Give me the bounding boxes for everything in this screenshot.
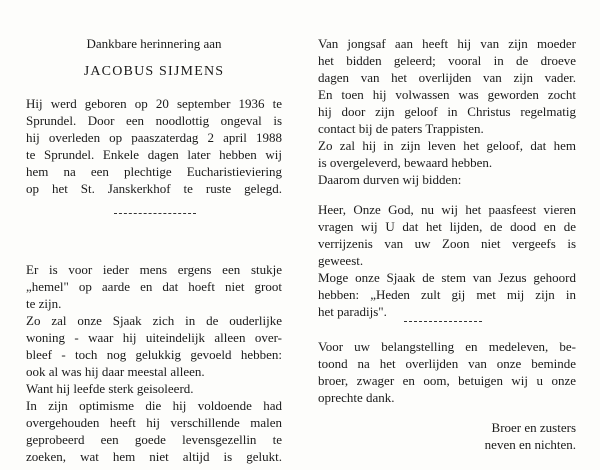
text-line: In zijn optimisme die hij voldoende had <box>26 398 282 413</box>
text-line: is overgeleverd, bewaard hebben. <box>318 155 493 170</box>
text-line: Van jongsaf aan heeft hij van zijn moeder <box>318 36 576 51</box>
text-line: contact bij de paters Trappisten. <box>318 121 484 136</box>
thanks-line: broer, zwager en oom, betuigen wij u onze <box>318 373 576 388</box>
bio-line: Sprundel. Door een noodlottig ongeval is <box>26 113 282 128</box>
text-line: Er is voor ieder mens ergens een stukje <box>26 262 282 277</box>
text-line: Zo zal onze Sjaak zich in de ouderlijke <box>26 313 282 328</box>
prayer-line: hebben: „Heden zult gij met mij zijn in <box>318 287 576 302</box>
text-line: te zijn. <box>26 296 62 311</box>
text-line: het bidden geleerd; vooral in de droeve <box>318 53 576 68</box>
text-line: ook al was hij daar meestal alleen. <box>26 364 205 379</box>
text-line: Want hij leefde sterk geisoleerd. <box>26 381 194 396</box>
deceased-name: JACOBUS SIJMENS <box>83 64 225 79</box>
bio-line: hij overleden op paaszaterdag 2 april 1988 <box>26 130 282 145</box>
prayer-line: Heer, Onze God, nu wij het paasfeest vieren <box>318 202 576 217</box>
separator <box>404 321 482 322</box>
bio-line: op het St. Janskerkhof te ruste gelegd. <box>26 181 282 196</box>
prayer-line: het paradijs". <box>318 304 387 319</box>
text-line: woning - waar hij uiteindelijk alleen over- <box>26 330 282 345</box>
prayer-line: Moge onze Sjaak de stem van Jezus gehoord <box>318 270 576 285</box>
text-line: zoeken, wat hem niet altijd is gelukt. <box>26 449 282 464</box>
signature-line: Broer en zusters <box>491 420 576 435</box>
text-line: geprobeerd een goede levensgezellin te <box>26 432 282 447</box>
text-line: hij door zijn geloof in Christus regelmatig <box>318 104 576 119</box>
prayer-line: geweest. <box>318 253 364 268</box>
bio-line: Hij werd geboren op 20 september 1936 te <box>26 96 282 111</box>
text-line: bleef - toch nog gelukkig gevoeld hebben: <box>26 347 282 362</box>
text-line: dagen van het overlijden van zijn vader. <box>318 70 576 85</box>
signature-line: neven en nichten. <box>484 437 576 452</box>
text-line: Daarom durven wij bidden: <box>318 172 462 187</box>
text-line: overgehouden heeft hij verschillende malen <box>26 415 282 430</box>
text-line: „hemel" op aarde en dat hoeft niet groot <box>26 279 282 294</box>
right-column <box>318 0 576 470</box>
bio-line: te Sprundel. Enkele dagen later hebben wij <box>26 147 282 162</box>
intro-text: Dankbare herinnering aan <box>86 36 222 51</box>
separator <box>114 213 196 214</box>
left-column <box>26 0 282 470</box>
text-line: En toen hij volwassen was geworden zocht <box>318 87 576 102</box>
text-line: Zo zal hij in zijn leven het geloof, dat hem <box>318 138 576 153</box>
prayer-line: vragen wij U dat het lijden, de dood en de <box>318 219 576 234</box>
thanks-line: toond na het overlijden van onze beminde <box>318 356 576 371</box>
prayer-line: verrijzenis van uw Zoon niet vergeefs is <box>318 236 576 251</box>
bio-line: hem na een plechtige Eucharistieviering <box>26 164 282 179</box>
thanks-line: Voor uw belangstelling en medeleven, be- <box>318 339 576 354</box>
thanks-line: oprechte dank. <box>318 390 395 405</box>
